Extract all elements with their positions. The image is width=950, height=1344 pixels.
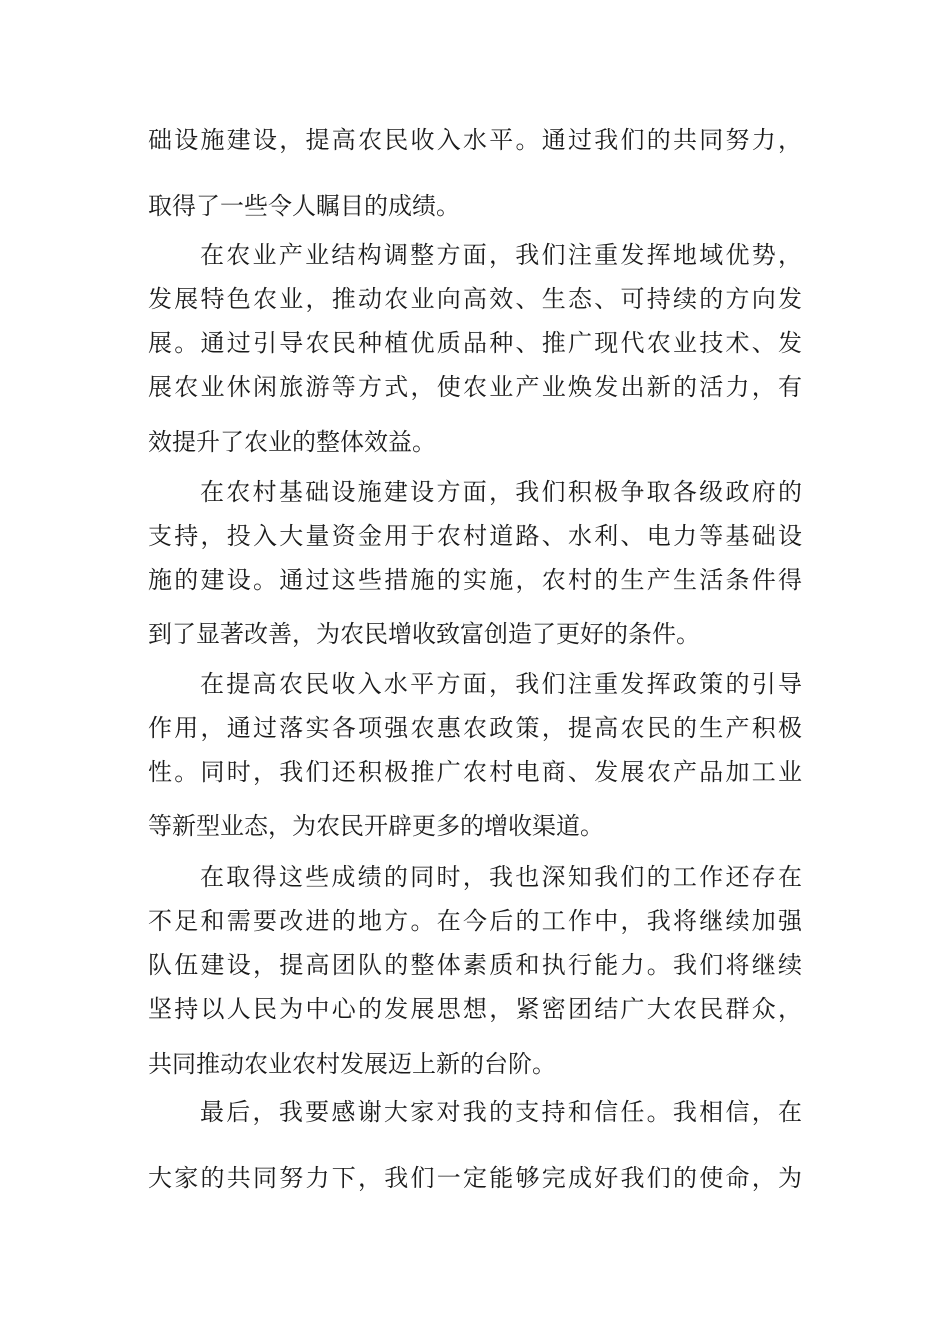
text-line: 共同推动农业农村发展迈上新的台阶。: [148, 1050, 556, 1078]
text-line: 支持，投入大量资金用于农村道路、水利、电力等基础设: [148, 522, 802, 550]
text-line: 在农村基础设施建设方面，我们积极争取各级政府的: [200, 478, 802, 506]
text-line: 础设施建设，提高农民收入水平。通过我们的共同努力，: [148, 126, 802, 154]
text-line: 施的建设。通过这些措施的实施，农村的生产生活条件得: [148, 566, 802, 594]
text-line: 性。同时，我们还积极推广农村电商、发展农产品加工业: [148, 758, 802, 786]
text-line: 不足和需要改进的地方。在今后的工作中，我将继续加强: [148, 907, 802, 935]
text-line: 最后，我要感谢大家对我的支持和信任。我相信，在: [200, 1098, 802, 1126]
text-line: 取得了一些令人瞩目的成绩。: [148, 192, 460, 220]
text-line: 队伍建设，提高团队的整体素质和执行能力。我们将继续: [148, 951, 802, 979]
text-line: 作用，通过落实各项强农惠农政策，提高农民的生产积极: [148, 714, 802, 742]
text-line: 展。通过引导农民种植优质品种、推广现代农业技术、发: [148, 329, 802, 357]
text-line: 效提升了农业的整体效益。: [148, 428, 436, 456]
text-line: 到了显著改善，为农民增收致富创造了更好的条件。: [148, 620, 700, 648]
text-line: 等新型业态，为农民开辟更多的增收渠道。: [148, 812, 604, 840]
text-line: 在农业产业结构调整方面，我们注重发挥地域优势，: [200, 241, 802, 269]
text-line: 坚持以人民为中心的发展思想，紧密团结广大农民群众，: [148, 995, 802, 1023]
text-line: 大家的共同努力下，我们一定能够完成好我们的使命，为: [148, 1164, 802, 1192]
text-line: 在提高农民收入水平方面，我们注重发挥政策的引导: [200, 670, 802, 698]
text-line: 在取得这些成绩的同时，我也深知我们的工作还存在: [200, 863, 802, 891]
text-line: 展农业休闲旅游等方式，使农业产业焕发出新的活力，有: [148, 373, 802, 401]
text-line: 发展特色农业，推动农业向高效、生态、可持续的方向发: [148, 285, 802, 313]
